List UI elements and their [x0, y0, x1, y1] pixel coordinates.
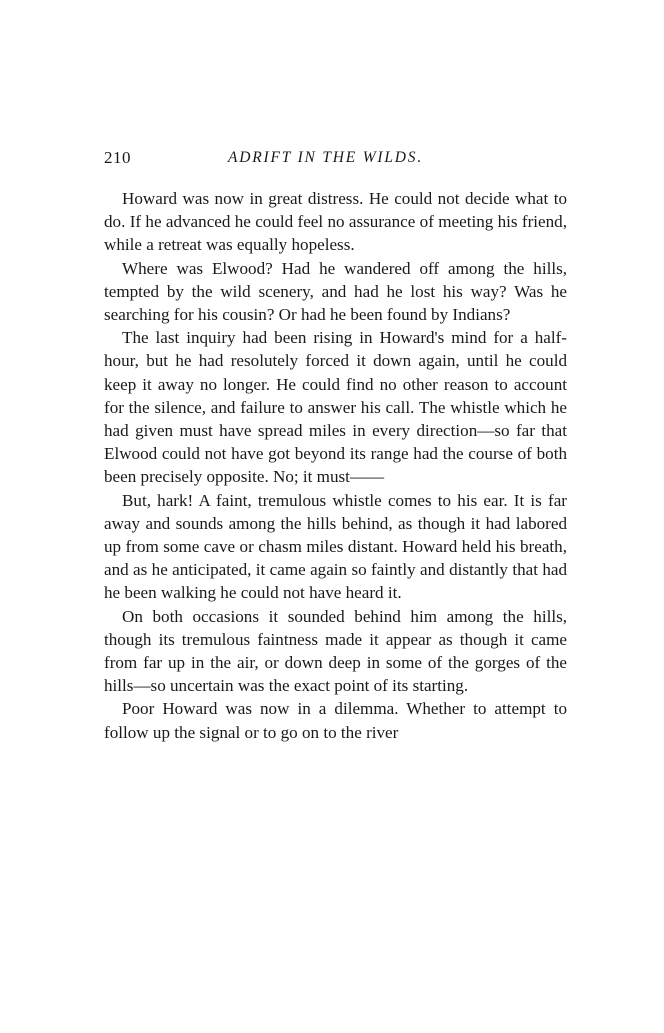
paragraph: On both occasions it sounded behind him among the hills, though its tremulous faintness made it appear as though it came from far up in the air, or down deep in some of the gorges of the hills—so uncertain was the exact point of its starting.	[104, 606, 567, 696]
paragraph: But, hark! A faint, tremulous whistle comes to his ear. It is far away and sounds among the hills behind, as though it had labored up from some cave or chasm miles distant. Howard held his breath, and as he anticipated, it came again so faintly and distantly that had he been walking he could not have heard it.	[104, 490, 567, 603]
running-head	[104, 146, 568, 170]
paragraph: The last inquiry had been rising in Howard's mind for a half-hour, but he had resolutely forced it down again, until he could keep it away no longer. He could find no other reason to account for the silence, and failure to answer his call. The whistle which he had given must have spread miles in every direction—so far that Elwood could not have got beyond its range had the course of both been precisely opposite. No; it must——	[104, 328, 567, 487]
page-number: 210	[104, 148, 131, 167]
paragraph: Poor Howard was now in a dilemma. Whether to attempt to follow up the signal or to go on to the river	[104, 699, 567, 742]
body-text	[104, 187, 567, 744]
book-title: ADRIFT IN THE WILDS.	[228, 149, 424, 166]
paragraph: Where was Elwood? Had he wandered off among the hills, tempted by the wild scenery, and had he lost his way? Was he searching for his cousin? Or had he been found by Indians?	[104, 258, 567, 325]
paragraph: Howard was now in great distress. He could not decide what to do. If he advanced he could feel no assurance of meeting his friend, while a retreat was equally hopeless.	[104, 189, 567, 255]
